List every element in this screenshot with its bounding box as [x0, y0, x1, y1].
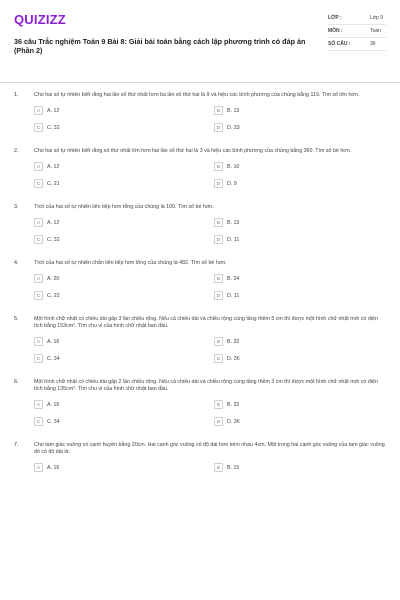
question-number: 1. — [14, 92, 19, 98]
answer-options — [34, 106, 386, 132]
answer-options — [34, 337, 386, 363]
question-number: 5. — [14, 316, 19, 322]
answer-options — [34, 400, 386, 426]
question-text: Cho hai số tự nhiên biết rằng số thứ nhất lớn hơn hai lần số thứ hai là 3 và hiệu các bình phương của chúng bằng 360. Tìm số bé hơn. — [34, 148, 352, 154]
answer-option[interactable] — [34, 235, 206, 244]
question-number: 2. — [14, 148, 19, 154]
answer-option[interactable] — [214, 463, 386, 472]
option-text: A. 16 — [47, 464, 60, 471]
question-list — [14, 92, 386, 472]
option-letter-box: C — [34, 417, 43, 426]
option-letter-box: C — [34, 354, 43, 363]
option-text: A. 12 — [47, 219, 60, 226]
option-text: D. 11 — [227, 292, 240, 299]
meta-label: LỚP : — [328, 15, 342, 21]
option-text: C. 34 — [47, 418, 60, 425]
option-text: D. 9 — [227, 180, 237, 187]
answer-option[interactable] — [34, 337, 206, 346]
question-item — [14, 260, 386, 300]
question-number: 4. — [14, 260, 19, 266]
meta-label: MÔN : — [328, 28, 343, 34]
question-number: 6. — [14, 379, 19, 385]
option-letter-box: C — [34, 291, 43, 300]
option-letter-box: A — [34, 218, 43, 227]
answer-option[interactable] — [34, 400, 206, 409]
option-letter-box: D — [214, 417, 223, 426]
quizizz-logo: QUIZIZZ — [14, 12, 66, 27]
option-text: A. 16 — [47, 338, 60, 345]
option-letter-box: D — [214, 123, 223, 132]
answer-options — [34, 274, 386, 300]
option-text: B. 32 — [227, 401, 240, 408]
question-number: 3. — [14, 204, 19, 210]
option-letter-box: D — [214, 179, 223, 188]
question-text: Cho tam giác vuông có cạnh huyền bằng 20cm. Hai cạnh góc vuông có độ dài hơn kém nhau 4cm. Một trong hai cạnh góc vuông của tam giác vuông đó có độ dài là: — [34, 442, 385, 455]
option-letter-box: A — [34, 162, 43, 171]
question-text: Tích của hai số tự nhiên liên tiếp hơn tổng của chúng là 109. Tìm số bé hơn. — [34, 204, 214, 210]
answer-option[interactable] — [34, 106, 206, 115]
option-text: C. 22 — [47, 292, 60, 299]
question-text: Cho hai số tự nhiên biết rằng hai lần số thứ nhất hơn ba lần số thứ hai là 9 và hiệu các bình phương của chúng bằng 119. Tìm số lớn hơn. — [34, 92, 360, 98]
answer-option[interactable] — [214, 417, 386, 426]
meta-row-subject — [328, 25, 386, 38]
option-text: A. 20 — [47, 275, 60, 282]
option-letter-box: B — [214, 337, 223, 346]
option-text: C. 21 — [47, 180, 60, 187]
option-text: D. 11 — [227, 236, 240, 243]
answer-options — [34, 162, 386, 188]
answer-option[interactable] — [214, 274, 386, 283]
option-letter-box: D — [214, 291, 223, 300]
answer-options — [34, 218, 386, 244]
question-item — [14, 148, 386, 188]
option-letter-box: D — [214, 235, 223, 244]
question-number: 7. — [14, 442, 19, 448]
header — [0, 0, 400, 78]
question-item — [14, 92, 386, 132]
option-letter-box: B — [214, 400, 223, 409]
option-letter-box: B — [214, 274, 223, 283]
option-letter-box: B — [214, 106, 223, 115]
answer-option[interactable] — [34, 463, 206, 472]
meta-table — [328, 12, 386, 51]
option-text: B. 24 — [227, 275, 240, 282]
option-text: D. 33 — [227, 124, 240, 131]
question-item — [14, 204, 386, 244]
option-text: D. 36 — [227, 418, 240, 425]
meta-value: Toán — [370, 28, 381, 34]
question-item — [14, 442, 386, 472]
answer-option[interactable] — [34, 291, 206, 300]
meta-value: Lớp 9 — [370, 15, 384, 21]
option-letter-box: C — [34, 179, 43, 188]
option-text: D. 36 — [227, 355, 240, 362]
answer-option[interactable] — [34, 218, 206, 227]
meta-row-count — [328, 38, 386, 51]
answer-option[interactable] — [214, 123, 386, 132]
option-text: A. 16 — [47, 401, 60, 408]
option-letter-box: A — [34, 337, 43, 346]
option-text: B. 32 — [227, 338, 240, 345]
option-text: B. 15 — [227, 464, 240, 471]
answer-option[interactable] — [214, 106, 386, 115]
option-letter-box: A — [34, 274, 43, 283]
answer-option[interactable] — [34, 417, 206, 426]
answer-option[interactable] — [214, 235, 386, 244]
option-text: C. 32 — [47, 236, 60, 243]
answer-option[interactable] — [34, 179, 206, 188]
question-item — [14, 379, 386, 426]
meta-label: SỐ CÂU : — [328, 41, 351, 47]
option-text: B. 13 — [227, 107, 240, 114]
option-letter-box: A — [34, 106, 43, 115]
option-text: B. 13 — [227, 219, 240, 226]
answer-option[interactable] — [214, 291, 386, 300]
option-text: C. 32 — [47, 124, 60, 131]
answer-option[interactable] — [34, 123, 206, 132]
option-letter-box: B — [214, 162, 223, 171]
option-letter-box: D — [214, 354, 223, 363]
option-text: B. 10 — [227, 163, 240, 170]
meta-row-grade — [328, 12, 386, 25]
answer-option[interactable] — [34, 354, 206, 363]
question-text: Một hình chữ nhật có chiều dài gấp 3 lần chiều rộng. Nếu cả chiều dài và chiều rộng cùng tăng thêm 5 cm thì được một hình chữ nhật mới có diện tích bằng 153cm². Tìm chu vi của hình chữ nhật ban đầu. — [34, 316, 378, 329]
question-text: Tích của hai số tự nhiên chẵn liên tiếp hơn tổng của chúng là 482. Tìm số bé hơn. — [34, 260, 227, 266]
answer-option[interactable] — [214, 337, 386, 346]
answer-option[interactable] — [214, 354, 386, 363]
meta-value: 36 — [370, 41, 376, 47]
option-text: A. 12 — [47, 163, 60, 170]
header-divider — [0, 82, 400, 83]
question-text: Một hình chữ nhật có chiều dài gấp 2 lần chiều rộng. Nếu cả chiều dài và chiều rộng cùng tăng thêm 3 cm thì được một hình chữ nhật mới có diện tích bằng 135cm². Tìm chu vi của hình chữ nhật ban đầu. — [34, 379, 378, 392]
question-item — [14, 316, 386, 363]
option-letter-box: C — [34, 123, 43, 132]
option-letter-box: A — [34, 463, 43, 472]
option-text: C. 34 — [47, 355, 60, 362]
answer-option[interactable] — [34, 162, 206, 171]
option-text: A. 12 — [47, 107, 60, 114]
option-letter-box: C — [34, 235, 43, 244]
answer-option[interactable] — [214, 162, 386, 171]
answer-options — [34, 463, 386, 472]
answer-option[interactable] — [214, 218, 386, 227]
answer-option[interactable] — [34, 274, 206, 283]
option-letter-box: B — [214, 218, 223, 227]
answer-option[interactable] — [214, 179, 386, 188]
option-letter-box: B — [214, 463, 223, 472]
document-title: 36 câu Trắc nghiệm Toán 9 Bài 8: Giải bài toán bằng cách lập phương trình có đáp án (Phần 2) — [14, 37, 306, 55]
answer-option[interactable] — [214, 400, 386, 409]
option-letter-box: A — [34, 400, 43, 409]
